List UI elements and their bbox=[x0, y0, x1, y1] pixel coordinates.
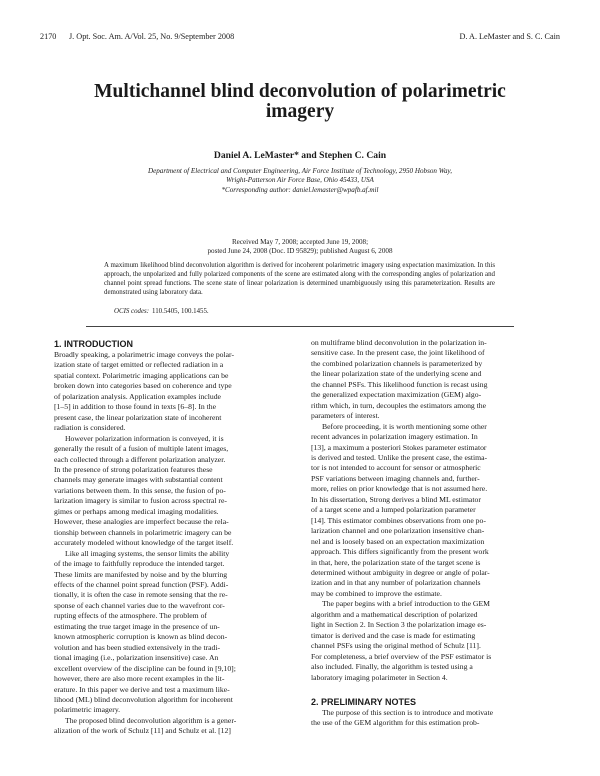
text-line: The purpose of this section is to introduce and motivate bbox=[322, 707, 494, 717]
text-line: the use of the GEM algorithm for this estimation prob- bbox=[311, 718, 480, 728]
text-line: larization imagery is similar to fusion across spectral re- bbox=[54, 496, 227, 506]
text-line: of a target scene and a lumped polarization parameter bbox=[311, 505, 476, 515]
text-line: parameters of interest. bbox=[311, 411, 380, 421]
text-line: on multiframe blind deconvolution in the polarization in- bbox=[311, 338, 487, 347]
publication-dates bbox=[80, 238, 520, 257]
text-line: sensitive case. In the present case, the joint likelihood of bbox=[311, 348, 485, 358]
ocis-codes bbox=[114, 308, 209, 315]
paper-title: Multichannel blind deconvolution of polarimetric imagery bbox=[94, 81, 506, 122]
text-line: ization and in that any number of polarization channels bbox=[311, 578, 481, 588]
text-line: timator is derived and the case is made for estimating bbox=[311, 630, 476, 640]
author-line: Daniel A. LeMaster* and Stephen C. Cain bbox=[213, 150, 387, 161]
text-line: Broadly speaking, a polarimetric image conveys the polar- bbox=[54, 350, 235, 359]
abstract-divider bbox=[86, 326, 514, 327]
text-line: tionship between channels in polarimetric imagery can be bbox=[54, 527, 232, 537]
text-line: gimes or perhaps among medical imaging modalities. bbox=[54, 506, 219, 516]
text-line: laboratory imaging polarimeter in Section 4. bbox=[311, 672, 448, 682]
text-line: may be combined to improve the estimate. bbox=[311, 588, 442, 598]
text-line: spatial context. Polarimetric imaging applications can be bbox=[54, 370, 229, 380]
page-number: 2170 bbox=[40, 32, 57, 41]
corresponding-author: *Corresponding author: daniel.lemaster@wpafb.af.mil bbox=[221, 185, 379, 194]
text-line: In his dissertation, Strong derives a blind ML estimator bbox=[311, 494, 481, 504]
paragraph bbox=[54, 350, 298, 434]
paragraph bbox=[54, 434, 298, 549]
text-line: also included. Finally, the algorithm is tested using a bbox=[311, 662, 473, 672]
text-line: each collected through a different polarization analyzer. bbox=[54, 454, 226, 464]
left-column bbox=[54, 338, 298, 737]
paragraph bbox=[311, 422, 547, 600]
affiliation-line: Department of Electrical and Computer Engineering, Air Force Institute of Technology, 2950 Hobson Way, bbox=[147, 167, 453, 175]
text-line: channels may generate images with substantial content bbox=[54, 475, 223, 485]
affiliation-line: Wright-Patterson Air Force Base, Ohio 45433, USA bbox=[226, 176, 374, 185]
text-line: is derived and tested. Unlike the present case, the estima- bbox=[311, 452, 488, 462]
ocis-label: OCIS codes: bbox=[114, 308, 150, 315]
text-line: The proposed blind deconvolution algorithm is a gener- bbox=[65, 715, 237, 725]
text-line: recent advances in polarization imagery estimation. In bbox=[311, 432, 478, 442]
text-line: algorithm and a mathematical description of polarized bbox=[311, 609, 478, 619]
text-line: light in Section 2. In Section 3 the polarization image es- bbox=[311, 620, 487, 630]
text-line: present case, the linear polarization state of incoherent bbox=[54, 412, 222, 422]
text-line: rithm which, in turn, decouples the estimators among the bbox=[311, 400, 487, 410]
paragraph bbox=[311, 708, 547, 729]
text-line: known atmospheric corruption is known as blind decon- bbox=[54, 632, 228, 642]
section-gap bbox=[311, 683, 547, 696]
text-line: polarimetric imagery. bbox=[54, 705, 121, 715]
text-line: tor is not intended to account for sensor or atmospheric bbox=[311, 463, 481, 473]
text-line: volution and has been studied extensively in the tradi- bbox=[54, 642, 221, 652]
text-line: accurately modeled without knowledge of the target itself. bbox=[54, 538, 234, 548]
text-line: channel PSFs using the original method of Schulz [11]. bbox=[311, 641, 481, 651]
section-heading-introduction: 1. INTRODUCTION bbox=[54, 339, 134, 349]
received-line: Received May 7, 2008; accepted June 19, 2008; bbox=[231, 238, 369, 246]
text-line: [13], a maximum a posteriori Stokes parameter estimator bbox=[311, 442, 487, 452]
text-line: determined without ambiguity in degree or angle of polar- bbox=[311, 567, 490, 577]
journal-citation: J. Opt. Soc. Am. A/Vol. 25, No. 9/September 2008 bbox=[69, 32, 235, 41]
text-line: the linear polarization state of the underlying scene and bbox=[311, 369, 482, 379]
text-line: rupting effects of the atmosphere. The problem of bbox=[54, 611, 207, 621]
text-line: sponse of each channel varies due to the wavefront cor- bbox=[54, 600, 225, 610]
ocis-values: 110.5405, 100.1455. bbox=[152, 308, 209, 315]
affiliation bbox=[80, 167, 520, 195]
text-line: the channel PSFs. This likelihood function is recast using bbox=[311, 379, 488, 389]
text-line: In the presence of strong polarization features these bbox=[54, 464, 213, 474]
text-line: Before proceeding, it is worth mentioning some other bbox=[322, 421, 487, 431]
text-line: the generalized expectation maximization (GEM) algo- bbox=[311, 390, 482, 400]
text-line: The paper begins with a brief introduction to the GEM bbox=[322, 599, 491, 609]
paragraph bbox=[311, 338, 547, 422]
paragraph bbox=[54, 549, 298, 716]
text-line: erature. In this paper we derive and test a maximum like- bbox=[54, 684, 230, 694]
text-line: broken down into categories based on coherence and type bbox=[54, 381, 232, 391]
text-line: However, these analogies are imperfect because the rela- bbox=[54, 517, 229, 527]
text-line: Like all imaging systems, the sensor limits the ability bbox=[65, 548, 230, 558]
text-line: generally the result of a fusion of multiple latent images, bbox=[54, 444, 229, 454]
paragraph bbox=[311, 599, 547, 683]
text-line: approach. This differs significantly from the present work bbox=[311, 547, 489, 557]
posted-line: posted June 24, 2008 (Doc. ID 95829); published August 6, 2008 bbox=[207, 247, 393, 256]
text-line: nel and is loosely based on an expectation maximization bbox=[311, 536, 485, 546]
section-heading-preliminary-notes: 2. PRELIMINARY NOTES bbox=[311, 696, 417, 707]
text-line: larization channel and one polarization insensitive chan- bbox=[311, 526, 485, 536]
text-line: tionally, it is often the case in remote sensing that the re- bbox=[54, 590, 228, 600]
text-line: effects of the channel point spread function (PSF). Addi- bbox=[54, 579, 229, 589]
text-line: alization of the work of Schulz [11] and Schulz et al. [12] bbox=[54, 726, 231, 736]
text-line: in that, here, the polarization state of the target scene is bbox=[311, 557, 481, 567]
text-line: lihood (ML) blind deconvolution algorithm for incoherent bbox=[54, 694, 233, 704]
running-head bbox=[40, 32, 560, 44]
text-line: PSF variations between imaging channels and, further- bbox=[311, 473, 480, 483]
text-line: tional imaging (i.e., polarization insensitive) case. An bbox=[54, 653, 219, 663]
text-line: ization state of target emitted or reflected radiation in a bbox=[54, 360, 224, 370]
paragraph bbox=[54, 716, 298, 737]
text-line: of the image to faithfully reproduce the intended target. bbox=[54, 559, 225, 569]
text-line: excellent overview of the discipline can be found in [9,10]; bbox=[54, 663, 236, 673]
text-line: [1–5] in addition to those found in texts [6–8]. In the bbox=[54, 402, 217, 412]
text-line: For completeness, a brief overview of the PSF estimator is bbox=[311, 651, 492, 661]
text-line: of polarization analysis. Application examples include bbox=[54, 391, 221, 401]
text-line: however, there are also more recent examples in the lit- bbox=[54, 674, 225, 684]
text-line: [14]. This estimator combines observations from one po- bbox=[311, 515, 486, 525]
right-column bbox=[311, 338, 547, 729]
text-line: These limits are manifested by noise and by the blurring bbox=[54, 569, 228, 579]
text-line: estimating the true target image in the presence of un- bbox=[54, 621, 220, 631]
text-line: radiation is considered. bbox=[54, 423, 126, 433]
text-line: the combined polarization channels is parameterized by bbox=[311, 358, 483, 368]
running-head-authors: D. A. LeMaster and S. C. Cain bbox=[459, 32, 560, 41]
text-line: However polarization information is conveyed, it is bbox=[65, 433, 224, 443]
abstract: A maximum likelihood blind deconvolution algorithm is derived for incoherent polarimetric imagery using expectation maximization. In this approach, the unpolarized and fully polarized components of the scene are estimated along with the corresponding angles of polarization and channel point spread functions. The scene state of linear polarization is determined unambiguously using this parameterization. Results are demonstrated using laboratory data. bbox=[104, 262, 495, 296]
text-line: more, relies on prior knowledge that is not assumed here. bbox=[311, 484, 488, 494]
text-line: variations between them. In this sense, the fusion of po- bbox=[54, 485, 226, 495]
